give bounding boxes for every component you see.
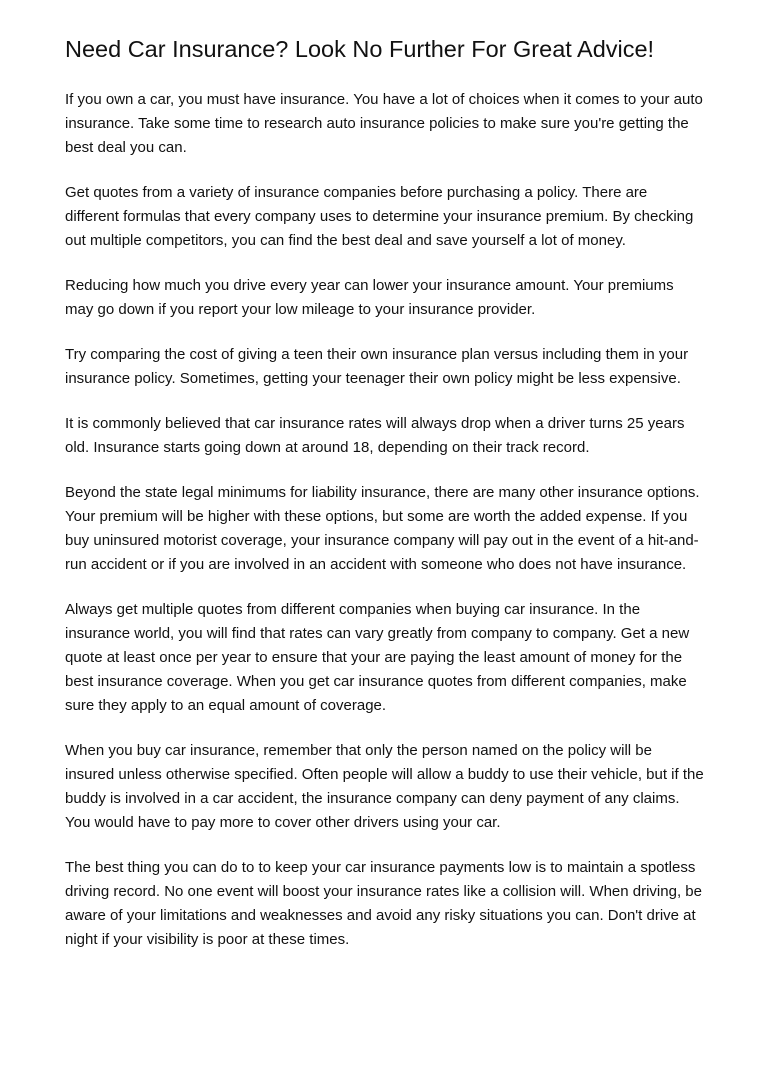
paragraph-4: Try comparing the cost of giving a teen their own insurance plan versus including them in your insurance policy. Sometimes, getting your teenager their own policy might be less expensive.: [65, 346, 689, 387]
paragraph-2: Get quotes from a variety of insurance companies before purchasing a policy. There are different formulas that every company uses to determine your insurance premium. By checking out multiple competitors, you can find the best deal and save yourself a lot of money.: [65, 184, 694, 249]
paragraph-6: Beyond the state legal minimums for liability insurance, there are many other insurance options. Your premium will be higher with these options, but some are worth the added expense. If you buy uninsured motorist coverage, your insurance company will pay out in the event of a hit-and-run accident or if you are involved in an accident with someone who does not have insurance.: [65, 484, 700, 573]
paragraph-9: The best thing you can do to to keep your car insurance payments low is to maintain a spotless driving record. No one event will boost your insurance rates like a collision will. When driving, be aware of your limitations and weaknesses and avoid any risky situations you can. Don't drive at night if your visibility is poor at these times.: [65, 859, 702, 948]
paragraph-7: Always get multiple quotes from different companies when buying car insurance. In the insurance world, you will find that rates can vary greatly from company to company. Get a new quote at least once per year to ensure that your are paying the least amount of money for the best insurance coverage. When you get car insurance quotes from different companies, make sure they apply to an equal amount of coverage.: [65, 601, 690, 714]
page-title: Need Car Insurance? Look No Further For Great Advice!: [65, 36, 655, 62]
paragraph-8: When you buy car insurance, remember that only the person named on the policy will be insured unless otherwise specified. Often people will allow a buddy to use their vehicle, but if the buddy is involved in a car accident, the insurance company can deny payment of any claims. You would have to pay more to cover other drivers using your car.: [65, 742, 704, 831]
paragraph-1: If you own a car, you must have insurance. You have a lot of choices when it comes to your auto insurance. Take some time to research auto insurance policies to make sure you're getting the best deal you can.: [65, 91, 703, 156]
paragraph-5: It is commonly believed that car insurance rates will always drop when a driver turns 25 years old. Insurance starts going down at around 18, depending on their track record.: [65, 415, 685, 456]
paragraph-3: Reducing how much you drive every year can lower your insurance amount. Your premiums may go down if you report your low mileage to your insurance provider.: [65, 277, 674, 318]
